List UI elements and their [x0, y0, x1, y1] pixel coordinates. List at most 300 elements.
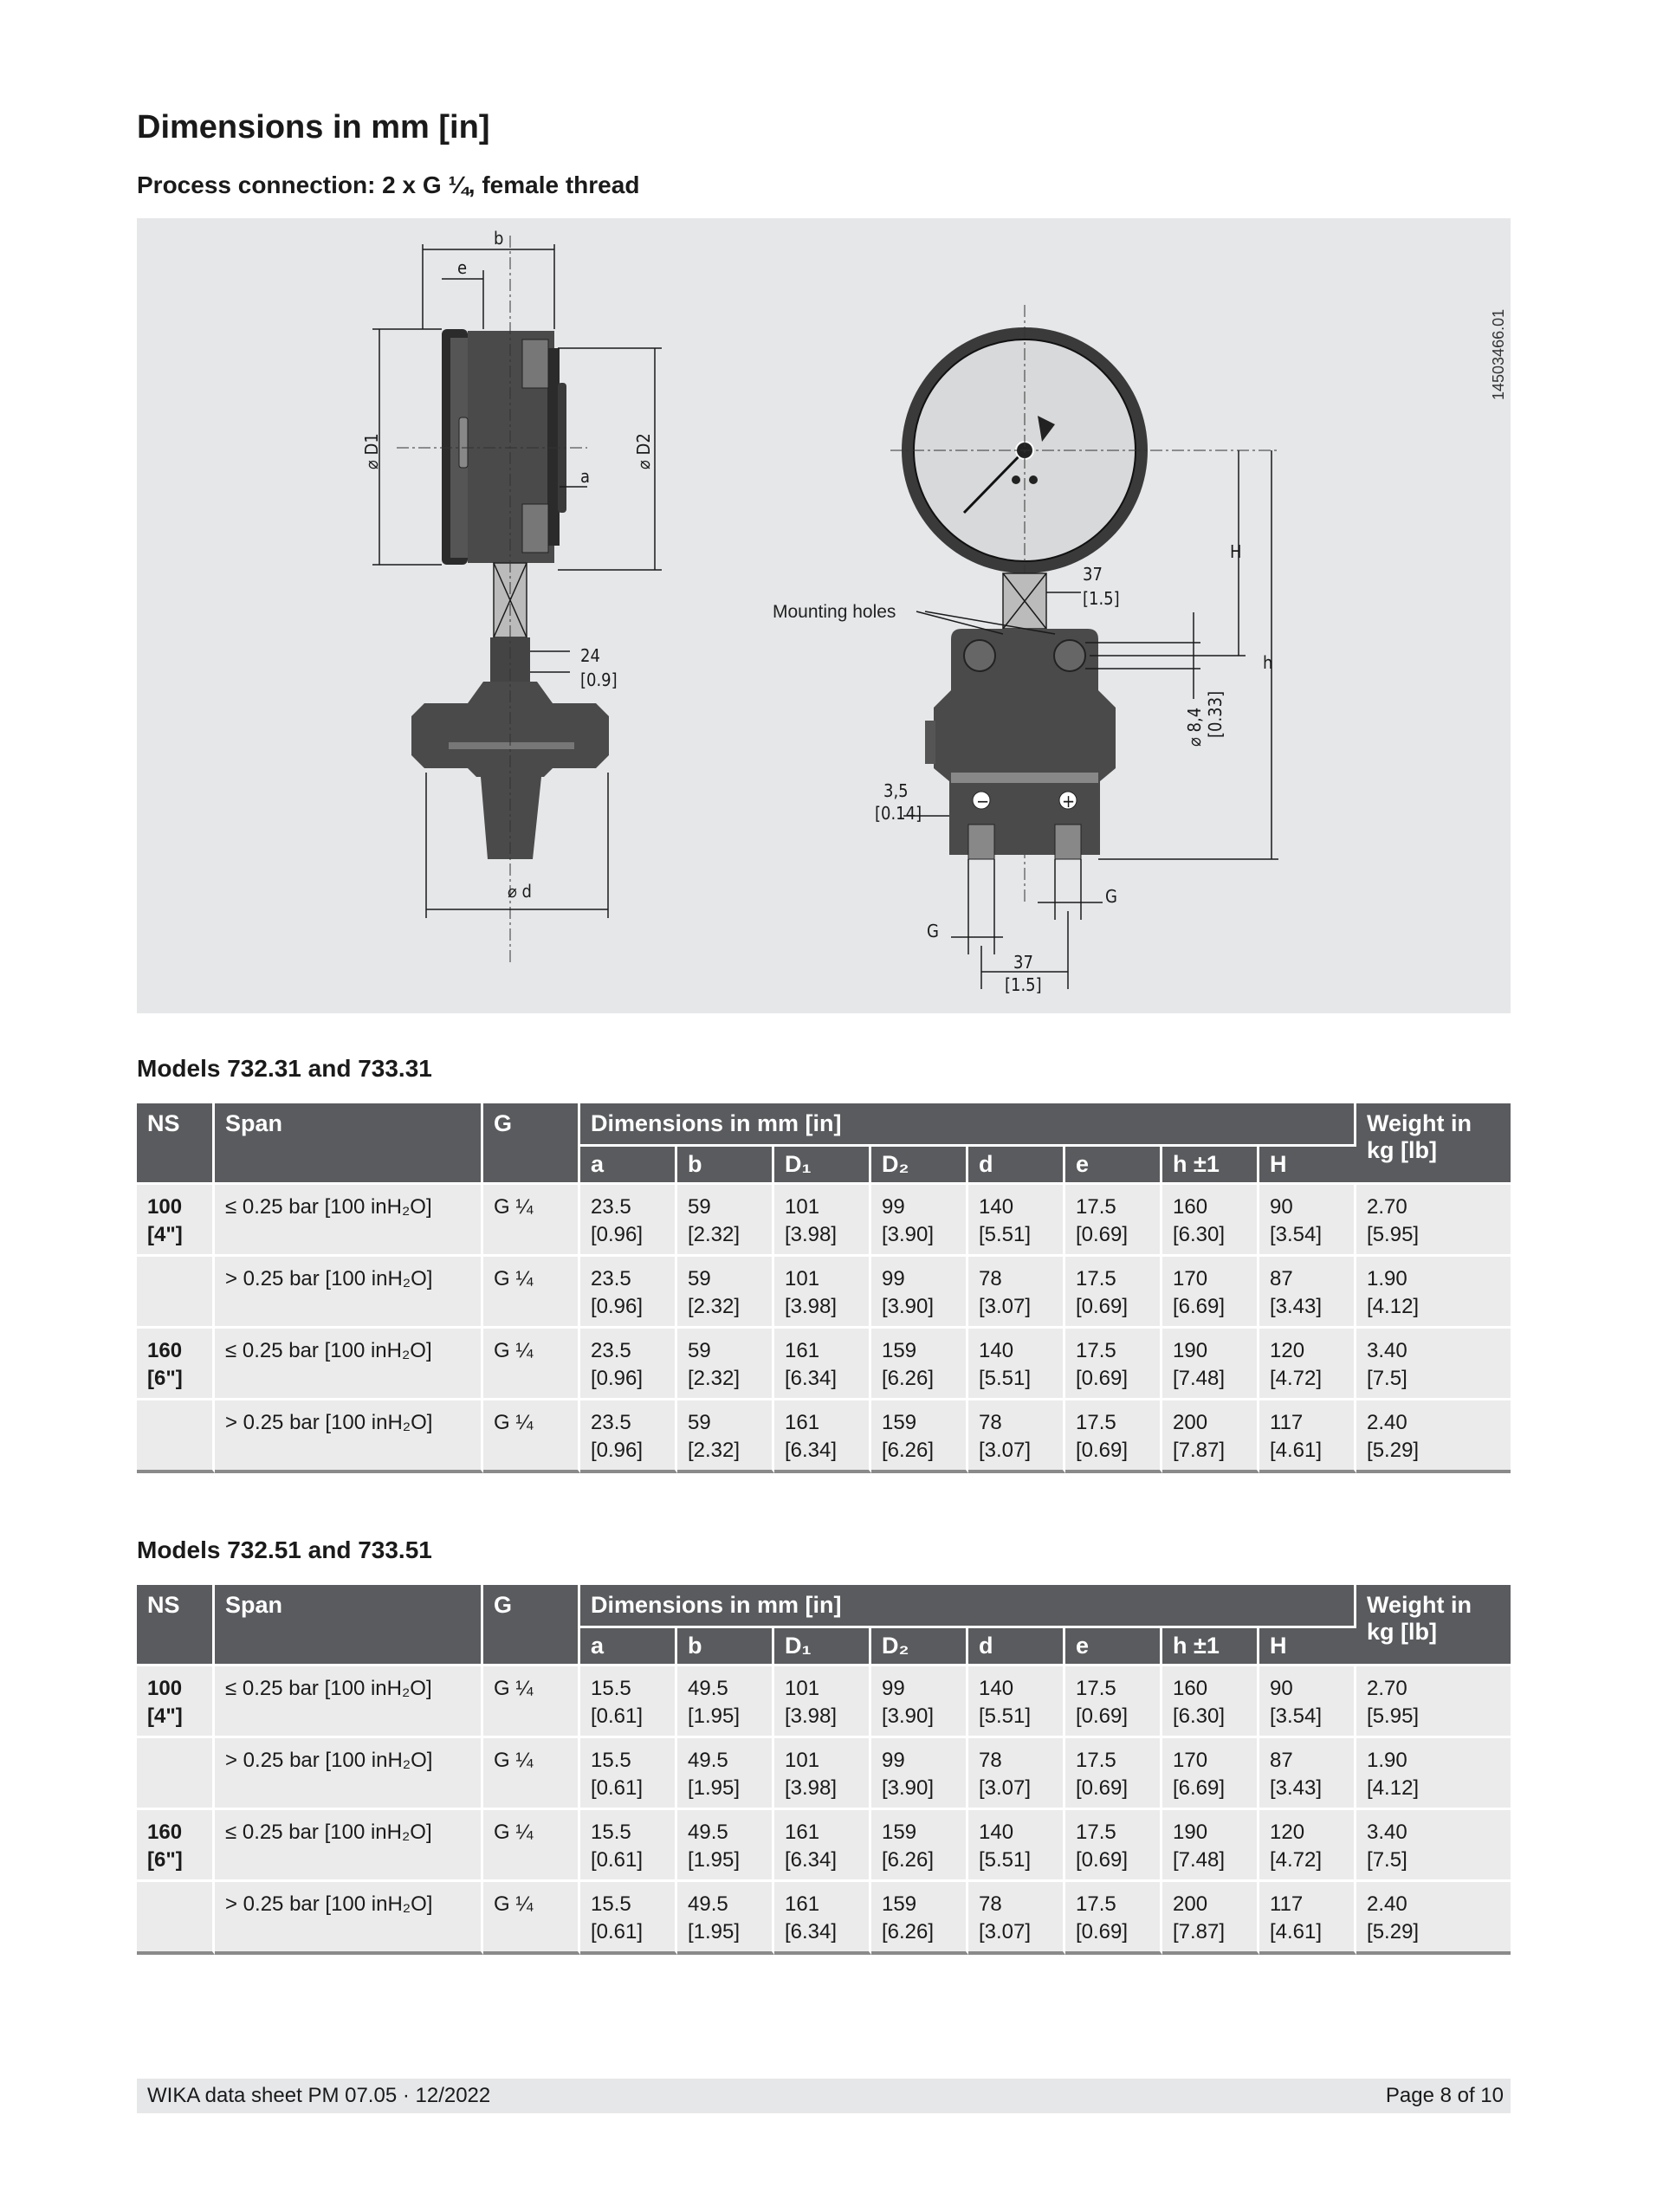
value-in: [0.96]	[591, 1295, 644, 1318]
cell-span: > 0.25 bar [100 inH₂O]	[215, 1738, 483, 1810]
cell-value	[1162, 1257, 1259, 1329]
value-mm: 17.5	[1076, 1411, 1116, 1434]
cell-span: > 0.25 bar [100 inH₂O]	[215, 1257, 483, 1329]
cell-value	[580, 1882, 677, 1955]
value-in: [0.61]	[591, 1848, 644, 1872]
value-mm: 2.70	[1367, 1195, 1407, 1219]
page-footer	[137, 2079, 1511, 2113]
cell-value	[1356, 1185, 1511, 1257]
col-d1: D₁	[774, 1147, 871, 1185]
value-in: [3.90]	[882, 1776, 935, 1800]
cell-value	[968, 1810, 1065, 1882]
cell-ns: 100 [4"]	[137, 1666, 215, 1738]
value-mm: 1.90	[1367, 1267, 1407, 1290]
value-in: [6.26]	[882, 1439, 935, 1462]
value-mm: 190	[1173, 1339, 1208, 1362]
col-a: a	[580, 1628, 677, 1666]
value-mm: 49.5	[688, 1821, 728, 1844]
cell-value	[774, 1810, 871, 1882]
page-title: Dimensions in mm [in]	[137, 109, 490, 146]
value-mm: 23.5	[591, 1411, 631, 1434]
body-seam	[449, 742, 574, 749]
col-span: Span	[215, 1103, 483, 1185]
cell-g: G ¼	[483, 1185, 580, 1257]
cell-ns	[137, 1738, 215, 1810]
cell-value	[580, 1738, 677, 1810]
value-in: [4.72]	[1270, 1367, 1323, 1390]
value-in: [2.32]	[688, 1295, 741, 1318]
value-in: [3.07]	[979, 1439, 1032, 1462]
cell-value	[1356, 1882, 1511, 1955]
minus-label: −	[976, 791, 990, 812]
mounting-hole-right	[1054, 640, 1085, 671]
value-mm: 170	[1173, 1267, 1208, 1290]
value-in: [2.32]	[688, 1439, 741, 1462]
value-mm: 190	[1173, 1821, 1208, 1844]
value-mm: 161	[785, 1892, 820, 1916]
cell-value	[1259, 1329, 1356, 1400]
col-h: h ±1	[1162, 1147, 1259, 1185]
value-mm: 15.5	[591, 1749, 631, 1772]
col-ns: NS	[137, 1585, 215, 1666]
table-row	[137, 1810, 1511, 1882]
front-body	[934, 629, 1116, 855]
cell-value	[774, 1882, 871, 1955]
col-b: b	[677, 1147, 774, 1185]
value-mm: 78	[979, 1749, 1002, 1772]
value-mm: 17.5	[1076, 1195, 1116, 1219]
cell-value	[774, 1666, 871, 1738]
side-plug	[925, 721, 935, 764]
cell-g: G ¼	[483, 1666, 580, 1738]
col-dimensions: Dimensions in mm [in]	[580, 1585, 1356, 1628]
dim-84-in-label: [0.33]	[1205, 690, 1226, 738]
cell-value	[580, 1329, 677, 1400]
cell-value	[677, 1257, 774, 1329]
value-in: [0.96]	[591, 1439, 644, 1462]
value-in: [5.95]	[1367, 1223, 1420, 1246]
value-mm: 17.5	[1076, 1677, 1116, 1700]
value-mm: 101	[785, 1267, 820, 1290]
table-row	[137, 1329, 1511, 1400]
cell-value	[968, 1882, 1065, 1955]
value-in: [0.69]	[1076, 1223, 1129, 1246]
port-minus	[968, 825, 994, 859]
cell-value	[1065, 1329, 1162, 1400]
value-in: [4.72]	[1270, 1848, 1323, 1872]
value-in: [7.48]	[1173, 1848, 1226, 1872]
side-view	[361, 228, 662, 963]
cell-value	[774, 1257, 871, 1329]
col-H: H	[1259, 1147, 1356, 1185]
port-plus	[1055, 825, 1081, 859]
value-in: [4.12]	[1367, 1295, 1420, 1318]
value-mm: 1.90	[1367, 1749, 1407, 1772]
col-g: G	[483, 1103, 580, 1185]
value-mm: 15.5	[591, 1892, 631, 1916]
cell-value	[871, 1666, 968, 1738]
value-mm: 159	[882, 1892, 917, 1916]
cell-value	[871, 1810, 968, 1882]
value-in: [1.95]	[688, 1776, 741, 1800]
value-in: [3.07]	[979, 1776, 1032, 1800]
cell-value	[1162, 1400, 1259, 1473]
value-in: [3.43]	[1270, 1295, 1323, 1318]
table-row	[137, 1882, 1511, 1955]
value-mm: 49.5	[688, 1677, 728, 1700]
table-row	[137, 1738, 1511, 1810]
col-d2: D₂	[871, 1147, 968, 1185]
cell-value	[580, 1810, 677, 1882]
front-view	[875, 305, 1280, 995]
cell-value	[968, 1400, 1065, 1473]
value-mm: 159	[882, 1339, 917, 1362]
value-in: [4.61]	[1270, 1920, 1323, 1944]
value-in: [7.5]	[1367, 1367, 1407, 1390]
cell-value	[968, 1738, 1065, 1810]
col-d: d	[968, 1628, 1065, 1666]
cell-value	[1356, 1810, 1511, 1882]
value-mm: 59	[688, 1267, 711, 1290]
value-in: [7.87]	[1173, 1920, 1226, 1944]
value-mm: 78	[979, 1411, 1002, 1434]
value-mm: 120	[1270, 1821, 1305, 1844]
dim-d-label: ⌀ d	[508, 881, 532, 902]
value-mm: 101	[785, 1749, 820, 1772]
value-mm: 140	[979, 1195, 1014, 1219]
dim-37-bottom-label: 37	[1013, 952, 1033, 973]
cell-value	[1065, 1666, 1162, 1738]
col-d2: D₂	[871, 1628, 968, 1666]
col-ns: NS	[137, 1103, 215, 1185]
value-mm: 87	[1270, 1749, 1293, 1772]
cell-value	[1065, 1810, 1162, 1882]
value-in: [0.69]	[1076, 1776, 1129, 1800]
value-in: [7.87]	[1173, 1439, 1226, 1462]
col-d1: D₁	[774, 1628, 871, 1666]
cell-value	[1065, 1257, 1162, 1329]
cell-value	[871, 1329, 968, 1400]
table-row	[137, 1400, 1511, 1473]
value-in: [3.98]	[785, 1223, 838, 1246]
col-H: H	[1259, 1628, 1356, 1666]
cell-value	[580, 1185, 677, 1257]
mount-lug-top	[522, 340, 548, 388]
value-in: [6.34]	[785, 1439, 838, 1462]
col-d: d	[968, 1147, 1065, 1185]
value-in: [1.95]	[688, 1920, 741, 1944]
value-mm: 159	[882, 1411, 917, 1434]
col-dimensions: Dimensions in mm [in]	[580, 1103, 1356, 1147]
value-in: [0.96]	[591, 1223, 644, 1246]
value-mm: 49.5	[688, 1892, 728, 1916]
value-in: [5.29]	[1367, 1439, 1420, 1462]
dim-d2-label: ⌀ D2	[633, 433, 654, 469]
cell-value	[1356, 1666, 1511, 1738]
col-weight: Weight in kg [lb]	[1356, 1103, 1511, 1185]
value-in: [6.69]	[1173, 1295, 1226, 1318]
value-in: [0.61]	[591, 1704, 644, 1728]
cell-value	[1065, 1882, 1162, 1955]
value-in: [0.69]	[1076, 1704, 1129, 1728]
col-h: h ±1	[1162, 1628, 1259, 1666]
cell-value	[1259, 1257, 1356, 1329]
cell-value	[871, 1400, 968, 1473]
value-in: [5.51]	[979, 1367, 1032, 1390]
value-mm: 99	[882, 1195, 905, 1219]
cell-value	[1162, 1329, 1259, 1400]
value-mm: 99	[882, 1749, 905, 1772]
value-mm: 161	[785, 1411, 820, 1434]
cell-value	[968, 1257, 1065, 1329]
dim-37-top-label: 37	[1083, 564, 1103, 585]
value-mm: 160	[1173, 1677, 1208, 1700]
value-in: [0.61]	[591, 1920, 644, 1944]
value-in: [0.96]	[591, 1367, 644, 1390]
value-mm: 87	[1270, 1267, 1293, 1290]
value-mm: 159	[882, 1821, 917, 1844]
value-in: [3.98]	[785, 1704, 838, 1728]
value-in: [3.54]	[1270, 1223, 1323, 1246]
cell-value	[1162, 1810, 1259, 1882]
cell-value	[1259, 1882, 1356, 1955]
cell-g: G ¼	[483, 1882, 580, 1955]
value-mm: 15.5	[591, 1821, 631, 1844]
value-mm: 49.5	[688, 1749, 728, 1772]
value-in: [6.69]	[1173, 1776, 1226, 1800]
value-in: [5.51]	[979, 1223, 1032, 1246]
case-back	[547, 348, 560, 546]
cell-value	[677, 1810, 774, 1882]
dim-h-label: h	[1263, 652, 1273, 673]
cell-ns	[137, 1257, 215, 1329]
value-in: [6.26]	[882, 1920, 935, 1944]
window-slot	[459, 417, 468, 468]
value-mm: 2.40	[1367, 1411, 1407, 1434]
value-in: [5.95]	[1367, 1704, 1420, 1728]
dim-37-top-in-label: [1.5]	[1083, 588, 1120, 609]
cell-g: G ¼	[483, 1329, 580, 1400]
value-in: [3.98]	[785, 1295, 838, 1318]
cell-ns: 100 [4"]	[137, 1185, 215, 1257]
cell-value	[1162, 1666, 1259, 1738]
value-in: [5.51]	[979, 1704, 1032, 1728]
value-mm: 17.5	[1076, 1267, 1116, 1290]
cell-value	[774, 1329, 871, 1400]
col-g: G	[483, 1585, 580, 1666]
dim-a-label: a	[580, 466, 591, 487]
dim-e-label: e	[457, 257, 468, 278]
process-connection-heading: Process connection: 2 x G ¼, female thread	[137, 171, 640, 198]
dim-H-label: H	[1230, 541, 1242, 562]
value-in: [6.30]	[1173, 1704, 1226, 1728]
value-in: [3.90]	[882, 1704, 935, 1728]
cell-ns: 160 [6"]	[137, 1810, 215, 1882]
cell-value	[580, 1257, 677, 1329]
cell-span: ≤ 0.25 bar [100 inH₂O]	[215, 1810, 483, 1882]
value-in: [3.90]	[882, 1223, 935, 1246]
cell-value	[677, 1738, 774, 1810]
table2-caption: Models 732.51 and 733.51	[137, 1536, 432, 1563]
cell-value	[1259, 1400, 1356, 1473]
value-mm: 59	[688, 1411, 711, 1434]
value-mm: 23.5	[591, 1195, 631, 1219]
value-mm: 99	[882, 1267, 905, 1290]
cell-g: G ¼	[483, 1738, 580, 1810]
value-mm: 161	[785, 1339, 820, 1362]
mounting-hole-left	[964, 640, 995, 671]
value-mm: 90	[1270, 1195, 1293, 1219]
value-in: [0.69]	[1076, 1848, 1129, 1872]
value-mm: 15.5	[591, 1677, 631, 1700]
cell-value	[580, 1666, 677, 1738]
table-row	[137, 1666, 1511, 1738]
value-in: [6.30]	[1173, 1223, 1226, 1246]
drawing-number: 14503466.01	[1490, 308, 1507, 400]
models-table-2	[137, 1585, 1511, 1955]
value-mm: 2.40	[1367, 1892, 1407, 1916]
dimension-drawing	[137, 218, 1511, 1013]
cell-value	[774, 1400, 871, 1473]
cell-value	[1162, 1738, 1259, 1810]
table-row	[137, 1185, 1511, 1257]
value-in: [3.98]	[785, 1776, 838, 1800]
col-e: e	[1065, 1147, 1162, 1185]
cell-value	[1065, 1185, 1162, 1257]
value-mm: 59	[688, 1195, 711, 1219]
cell-value	[1162, 1882, 1259, 1955]
value-mm: 23.5	[591, 1267, 631, 1290]
cell-value	[1259, 1810, 1356, 1882]
dim-d1-label: ⌀ D1	[361, 433, 382, 469]
cell-value	[968, 1185, 1065, 1257]
value-in: [2.32]	[688, 1367, 741, 1390]
cell-value	[1162, 1185, 1259, 1257]
cell-value	[1356, 1738, 1511, 1810]
cell-span: > 0.25 bar [100 inH₂O]	[215, 1400, 483, 1473]
value-in: [6.34]	[785, 1920, 838, 1944]
process-connector	[481, 777, 541, 859]
value-in: [3.43]	[1270, 1776, 1323, 1800]
value-mm: 101	[785, 1677, 820, 1700]
value-in: [6.34]	[785, 1367, 838, 1390]
dim-37-bottom-in-label: [1.5]	[1005, 974, 1042, 995]
cell-value	[871, 1185, 968, 1257]
value-mm: 140	[979, 1339, 1014, 1362]
cell-value	[774, 1738, 871, 1810]
value-in: [4.61]	[1270, 1439, 1323, 1462]
table1-caption: Models 732.31 and 733.31	[137, 1055, 432, 1082]
value-in: [0.69]	[1076, 1920, 1129, 1944]
cell-g: G ¼	[483, 1400, 580, 1473]
value-mm: 23.5	[591, 1339, 631, 1362]
value-mm: 101	[785, 1195, 820, 1219]
dim-84-label: ⌀ 8,4	[1184, 707, 1205, 747]
value-mm: 78	[979, 1892, 1002, 1916]
dim-24-label: 24	[580, 645, 600, 666]
cell-value	[871, 1738, 968, 1810]
value-mm: 17.5	[1076, 1892, 1116, 1916]
value-mm: 170	[1173, 1749, 1208, 1772]
cell-value	[580, 1400, 677, 1473]
value-in: [7.5]	[1367, 1848, 1407, 1872]
cell-span: ≤ 0.25 bar [100 inH₂O]	[215, 1329, 483, 1400]
front-seam	[951, 773, 1098, 783]
cell-value	[677, 1329, 774, 1400]
cell-g: G ¼	[483, 1257, 580, 1329]
value-mm: 90	[1270, 1677, 1293, 1700]
value-in: [3.90]	[882, 1295, 935, 1318]
footer-page-number: Page 8 of 10	[1385, 2084, 1504, 2107]
col-e: e	[1065, 1628, 1162, 1666]
value-mm: 78	[979, 1267, 1002, 1290]
value-mm: 120	[1270, 1339, 1305, 1362]
cell-value	[677, 1666, 774, 1738]
cell-span: > 0.25 bar [100 inH₂O]	[215, 1882, 483, 1955]
value-mm: 59	[688, 1339, 711, 1362]
value-in: [3.54]	[1270, 1704, 1323, 1728]
dim-35-in-label: [0.14]	[875, 803, 922, 824]
value-mm: 117	[1270, 1411, 1304, 1434]
cell-span: ≤ 0.25 bar [100 inH₂O]	[215, 1185, 483, 1257]
cell-value	[968, 1666, 1065, 1738]
value-mm: 160	[1173, 1195, 1208, 1219]
value-in: [1.95]	[688, 1704, 741, 1728]
value-mm: 200	[1173, 1892, 1208, 1916]
dim-G-right-label: G	[1105, 886, 1117, 907]
col-span: Span	[215, 1585, 483, 1666]
cell-value	[677, 1400, 774, 1473]
value-in: [0.69]	[1076, 1439, 1129, 1462]
value-in: [6.34]	[785, 1848, 838, 1872]
cell-value	[1065, 1400, 1162, 1473]
cell-ns: 160 [6"]	[137, 1329, 215, 1400]
value-mm: 99	[882, 1677, 905, 1700]
value-in: [0.61]	[591, 1776, 644, 1800]
plus-label: +	[1062, 791, 1076, 812]
mount-lug-bottom	[522, 504, 548, 553]
dim-24-in-label: [0.9]	[580, 669, 618, 690]
col-b: b	[677, 1628, 774, 1666]
cell-value	[774, 1185, 871, 1257]
value-in: [3.07]	[979, 1295, 1032, 1318]
value-in: [5.51]	[979, 1848, 1032, 1872]
cell-value	[1356, 1257, 1511, 1329]
value-mm: 17.5	[1076, 1339, 1116, 1362]
dim-35-label: 3,5	[883, 780, 909, 801]
mounting-holes-label: Mounting holes	[773, 602, 896, 622]
value-mm: 3.40	[1367, 1339, 1407, 1362]
value-mm: 200	[1173, 1411, 1208, 1434]
dim-b-label: b	[494, 228, 504, 249]
value-mm: 17.5	[1076, 1821, 1116, 1844]
value-mm: 161	[785, 1821, 820, 1844]
cell-g: G ¼	[483, 1810, 580, 1882]
value-in: [1.95]	[688, 1848, 741, 1872]
cell-value	[1259, 1666, 1356, 1738]
value-in: [0.69]	[1076, 1367, 1129, 1390]
models-table-1	[137, 1103, 1511, 1473]
cell-ns	[137, 1400, 215, 1473]
cell-value	[1356, 1329, 1511, 1400]
cell-ns	[137, 1882, 215, 1955]
value-mm: 117	[1270, 1892, 1304, 1916]
cell-span: ≤ 0.25 bar [100 inH₂O]	[215, 1666, 483, 1738]
cell-value	[1065, 1738, 1162, 1810]
value-in: [0.69]	[1076, 1295, 1129, 1318]
value-mm: 3.40	[1367, 1821, 1407, 1844]
value-mm: 17.5	[1076, 1749, 1116, 1772]
